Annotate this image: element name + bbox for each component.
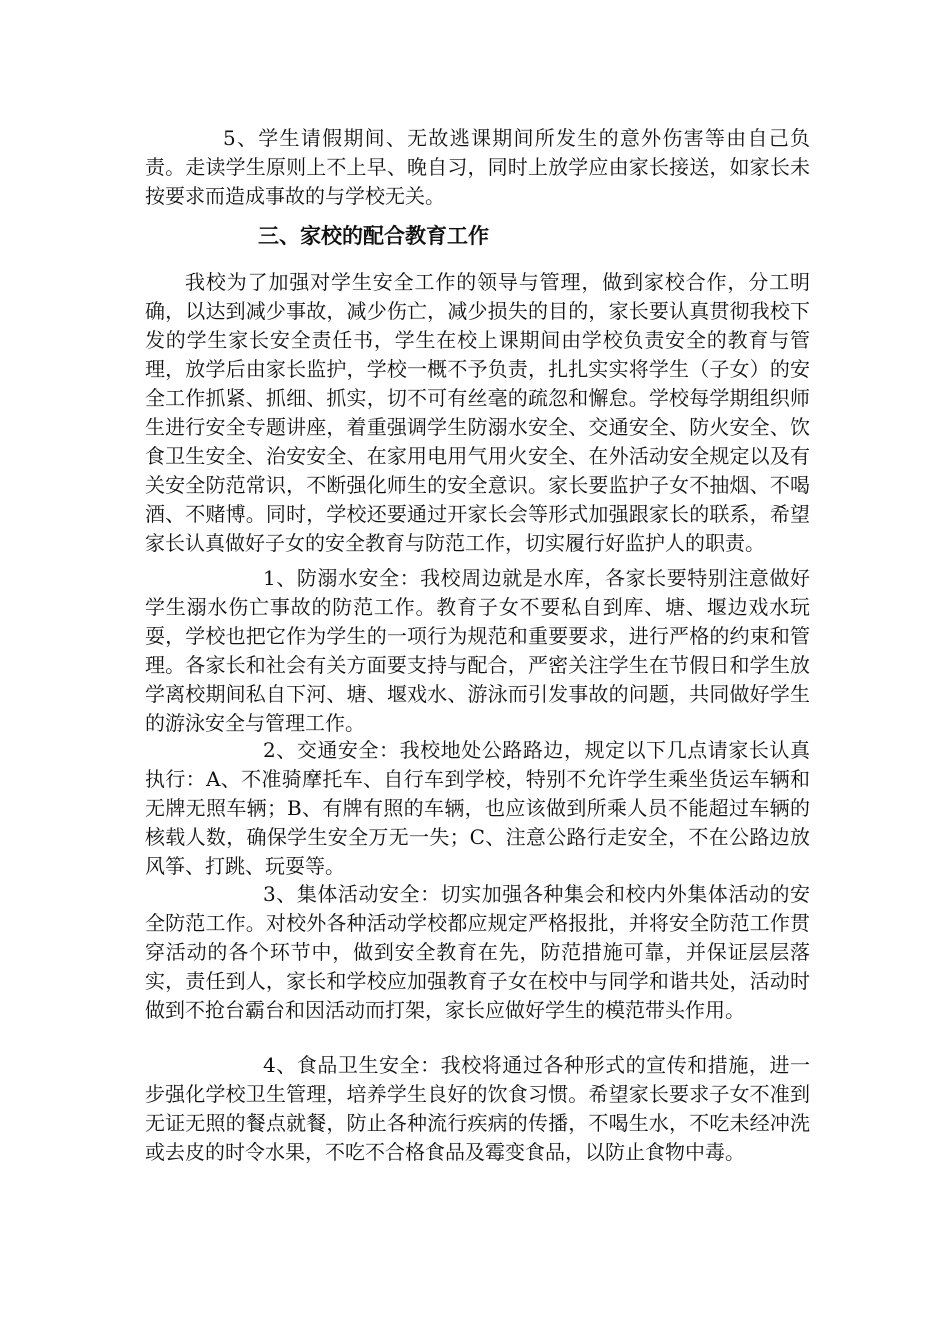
paragraph-item-4: 4、食品卫生安全：我校将通过各种形式的宣传和措施，进一步强化学校卫生管理，培养学生良好的饮食习惯。希望家长要求子女不准到无证无照的餐点就餐，防止各种流行疾病的传播，不喝生水，不吃未经冲洗或去皮的时令水果，不吃不合格食品及霉变食品，以防止食物中毒。 xyxy=(145,1053,810,1164)
paragraph-item-3: 3、集体活动安全：切实加强各种集会和校内外集体活动的安全防范工作。对校外各种活动学校都应规定严格报批，并将安全防范工作贯穿活动的各个环节中，做到安全教育在先，防范措施可靠，并保证层层落实，责任到人，家长和学校应加强教育子女在校中与同学和谐共处，活动时做到不抢台霸台和因活动而打架，家长应做好学生的模范带头作用。 xyxy=(145,882,810,1022)
paragraph-item-1: 1、防溺水安全：我校周边就是水库，各家长要特别注意做好学生溺水伤亡事故的防范工作。教育子女不要私自到库、塘、堰边戏水玩耍，学校也把它作为学生的一项行为规范和重要要求，进行严格的约束和管理。各家长和社会有关方面要支持与配合，严密关注学生在节假日和学生放学离校期间私自下河、塘、堰戏水、游泳而引发事故的问题，共同做好学生的游泳安全与管理工作。 xyxy=(145,566,810,735)
intro-paragraph: 我校为了加强对学生安全工作的领导与管理，做到家校合作，分工明确，以达到减少事故，减少伤亡，减少损失的目的，家长要认真贯彻我校下发的学生家长安全责任书，学生在校上课期间由学校负责安全的教育与管理，放学后由家长监护，学校一概不予负责，扎扎实实将学生（子女）的安全工作抓紧、抓细、抓实，切不可有丝毫的疏忽和懈怠。学校每学期组织师生进行安全专题讲座，着重强调学生防溺水安全、交通安全、防火安全、饮食卫生安全、治安安全、在家用电用气用火安全、在外活动安全规定以及有关安全防范常识，不断强化师生的安全意识。家长要监护子女不抽烟、不喝酒、不赌博。同时，学校还要通过开家长会等形式加强跟家长的联系，希望家长认真做好子女的安全教育与防范工作，切实履行好监护人的职责。 xyxy=(145,270,810,555)
paragraph-item-5: 5、学生请假期间、无故逃课期间所发生的意外伤害等由自己负责。走读学生原则上不上早、晚自习，同时上放学应由家长接送，如家长未按要求而造成事故的与学校无关。 xyxy=(145,126,810,208)
paragraph-item-2: 2、交通安全：我校地处公路路边，规定以下几点请家长认真执行：A、不准骑摩托车、自行车到学校，特别不允许学生乘坐货运车辆和无牌无照车辆；B、有牌有照的车辆，也应该做到所乘人员不能超过车辆的核载人数，确保学生安全万无一失；C、注意公路行走安全，不在公路边放风筝、打跳、玩耍等。 xyxy=(145,738,810,878)
section-heading: 三、家校的配合教育工作 xyxy=(258,224,489,248)
